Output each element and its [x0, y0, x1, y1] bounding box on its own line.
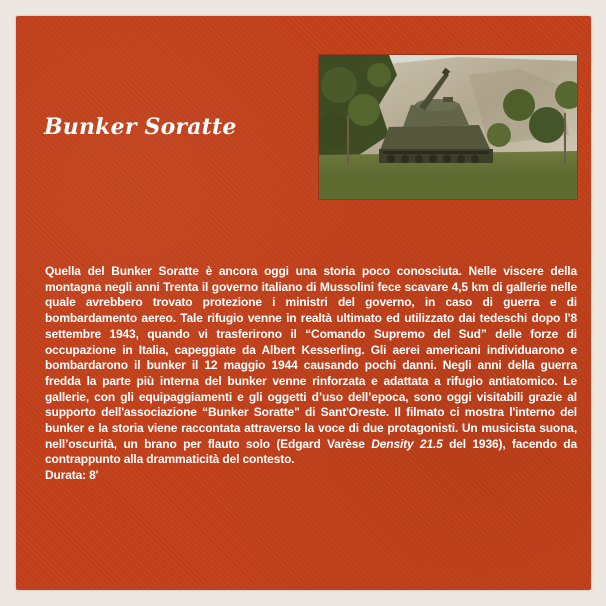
description-text — [45, 264, 577, 484]
description-part-2: del 1936), facendo da contrappunto alla drammaticità del contesto. — [45, 436, 577, 467]
tank-photo — [318, 54, 578, 200]
duration-label: Durata: 8' — [45, 468, 99, 483]
page-title: Bunker Soratte — [44, 114, 237, 140]
musical-work-title: Density 21.5 — [371, 436, 443, 451]
info-card — [16, 16, 591, 590]
description-part-1: Quella del Bunker Soratte è ancora oggi una storia poco conosciuta. Nelle viscere della montagna negli anni Trenta il governo italiano di Mussolini fece scavare 4,5 km di gallerie nelle quale avrebbero trovato protezione i ministri del governo, in caso di guerra e di bombardamento aereo. Tale rifugio venne in realtà ultimato ed utilizzato dai tedeschi dopo l'8 settembre 1943, quando vi trasferirono il “Comando Supremo del Sud” delle forze di occupazione in Italia, capeggiate da Albert Kesserling. Gli aerei americani individuarono e bombardarono il bunker il 12 maggio 1944 causando pochi danni. Negli anni della guerra fredda la parte più interna del bunker venne rinforzata e adattata a rifugio antiatomico. Le gallerie, con gli equipaggiamenti e gli oggetti d’uso dell’epoca, sono oggi visitabili grazie al supporto dell'associazione “Bunker Soratte" di Sant'Oreste. Il filmato ci mostra l'interno del bunker e la storia viene raccontata attraverso la voce di due protagonisti. Un musicista suona, nell’oscurità, un brano per flauto solo (Edgard Varèse — [45, 264, 577, 451]
